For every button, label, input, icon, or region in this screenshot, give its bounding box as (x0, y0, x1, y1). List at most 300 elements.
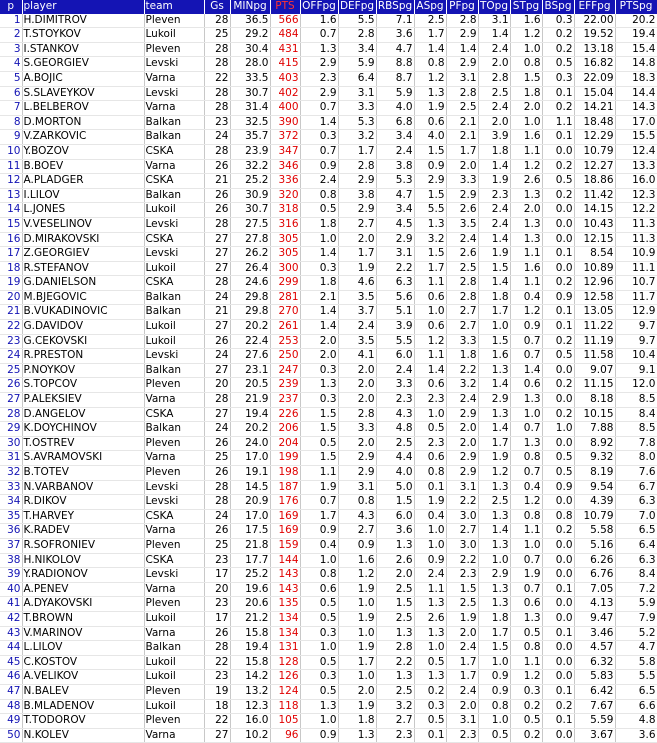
efficiency-cell: 7.05 (574, 582, 615, 597)
column-header-offensive-rebounds[interactable]: OFFpg (300, 0, 338, 14)
player-cell[interactable]: C.KOSTOV (22, 655, 144, 670)
games-cell: 20 (204, 582, 230, 597)
table-row (0, 699, 657, 714)
blocks-cell: 0.1 (542, 320, 574, 335)
ppg-cell: 15.4 (615, 42, 657, 57)
player-cell[interactable]: Y.RADIONOV (22, 568, 144, 583)
rank-cell: 26 (0, 378, 22, 393)
games-cell: 28 (204, 144, 230, 159)
player-cell[interactable]: S.TOPCOV (22, 378, 144, 393)
rank-cell: 31 (0, 451, 22, 466)
player-cell[interactable]: Z.GEORGIEV (22, 247, 144, 262)
team-cell: CSKA (144, 174, 204, 189)
efficiency-cell: 3.46 (574, 626, 615, 641)
off-reb-cell: 2.0 (300, 334, 338, 349)
steals-cell: 1.1 (510, 276, 542, 291)
turnovers-cell: 1.2 (478, 466, 510, 481)
blocks-cell: 0.0 (542, 568, 574, 583)
games-cell: 17 (204, 568, 230, 583)
reb-cell: 2.3 (376, 393, 414, 408)
turnovers-cell: 1.4 (478, 232, 510, 247)
def-reb-cell: 1.7 (338, 144, 376, 159)
assists-cell: 1.0 (414, 524, 446, 539)
team-cell: Pleven (144, 714, 204, 729)
fouls-cell: 2.0 (446, 626, 478, 641)
fouls-cell: 3.5 (446, 217, 478, 232)
minutes-cell: 29.8 (230, 290, 270, 305)
games-cell: 26 (204, 626, 230, 641)
ppg-cell: 14.4 (615, 86, 657, 101)
minutes-cell: 32.5 (230, 115, 270, 130)
steals-cell: 1.2 (510, 159, 542, 174)
points-cell: 247 (270, 363, 300, 378)
player-cell[interactable]: N.KOLEV (22, 728, 144, 743)
def-reb-cell: 2.0 (338, 363, 376, 378)
team-cell: Lukoil (144, 655, 204, 670)
ppg-cell: 6.3 (615, 495, 657, 510)
turnovers-cell: 1.3 (478, 363, 510, 378)
blocks-cell: 0.9 (542, 480, 574, 495)
blocks-cell: 0.0 (542, 232, 574, 247)
team-cell: Pleven (144, 684, 204, 699)
turnovers-cell: 1.3 (478, 509, 510, 524)
reb-cell: 7.1 (376, 14, 414, 28)
points-cell: 206 (270, 422, 300, 437)
turnovers-cell: 2.9 (478, 393, 510, 408)
blocks-cell: 0.2 (542, 188, 574, 203)
rank-cell: 5 (0, 71, 22, 86)
def-reb-cell: 2.7 (338, 217, 376, 232)
team-cell: Balkan (144, 305, 204, 320)
minutes-cell: 28.0 (230, 57, 270, 72)
team-cell: Levski (144, 217, 204, 232)
player-cell[interactable]: T.OSTREV (22, 436, 144, 451)
efficiency-cell: 22.00 (574, 14, 615, 28)
ppg-cell: 7.2 (615, 582, 657, 597)
player-cell[interactable]: D.MORTON (22, 115, 144, 130)
turnovers-cell: 1.9 (478, 174, 510, 189)
table-row (0, 655, 657, 670)
games-cell: 26 (204, 188, 230, 203)
player-cell[interactable]: Y.BOZOV (22, 144, 144, 159)
player-cell[interactable]: V.VESELINOV (22, 217, 144, 232)
team-cell: CSKA (144, 509, 204, 524)
player-cell[interactable]: L.BELBEROV (22, 101, 144, 116)
column-header-turnovers[interactable]: TOpg (479, 0, 508, 12)
off-reb-cell: 1.5 (300, 422, 338, 437)
off-reb-cell: 0.3 (300, 261, 338, 276)
assists-cell: 1.4 (414, 42, 446, 57)
steals-cell: 0.7 (510, 553, 542, 568)
efficiency-cell: 5.16 (574, 538, 615, 553)
steals-cell: 1.2 (510, 670, 542, 685)
column-header-games[interactable]: Gs (204, 0, 230, 14)
minutes-cell: 22.4 (230, 334, 270, 349)
fouls-cell: 2.3 (446, 568, 478, 583)
assists-cell: 1.3 (414, 597, 446, 612)
steals-cell: 0.8 (510, 57, 542, 72)
def-reb-cell: 2.9 (338, 174, 376, 189)
points-cell: 124 (270, 684, 300, 699)
reb-cell: 3.3 (376, 378, 414, 393)
off-reb-cell: 0.8 (300, 188, 338, 203)
def-reb-cell: 0.9 (338, 538, 376, 553)
player-cell[interactable]: M.BJEGOVIC (22, 290, 144, 305)
reb-cell: 4.0 (376, 101, 414, 116)
player-cell[interactable]: G.DAVIDOV (22, 320, 144, 335)
minutes-cell: 15.8 (230, 655, 270, 670)
rank-cell: 7 (0, 101, 22, 116)
table-row (0, 159, 657, 174)
player-cell[interactable]: B.BOEV (22, 159, 144, 174)
efficiency-cell: 22.09 (574, 71, 615, 86)
reb-cell: 2.0 (376, 568, 414, 583)
assists-cell: 1.7 (414, 261, 446, 276)
games-cell: 27 (204, 261, 230, 276)
efficiency-cell: 15.04 (574, 86, 615, 101)
player-cell[interactable]: G.DANIELSON (22, 276, 144, 291)
table-row (0, 714, 657, 729)
efficiency-cell: 5.58 (574, 524, 615, 539)
column-header-steals[interactable]: STpg (510, 0, 542, 14)
minutes-cell: 14.2 (230, 670, 270, 685)
player-cell[interactable]: L.LILOV (22, 641, 144, 656)
player-cell[interactable]: A.PENEV (22, 582, 144, 597)
player-cell[interactable]: T.TODOROV (22, 714, 144, 729)
fouls-cell: 2.9 (446, 28, 478, 43)
games-cell: 27 (204, 407, 230, 422)
table-row (0, 217, 657, 232)
player-cell[interactable]: D.ANGELOV (22, 407, 144, 422)
player-cell[interactable]: H.DIMITROV (22, 14, 144, 28)
player-cell[interactable]: B.VUKADINOVIC (22, 305, 144, 320)
player-cell[interactable]: V.MARINOV (22, 626, 144, 641)
points-cell: 131 (270, 641, 300, 656)
player-cell[interactable]: T.HARVEY (22, 509, 144, 524)
steals-cell: 1.3 (510, 188, 542, 203)
games-cell: 23 (204, 553, 230, 568)
games-cell: 25 (204, 538, 230, 553)
turnovers-cell: 1.8 (478, 290, 510, 305)
reb-cell: 5.3 (376, 174, 414, 189)
player-cell[interactable]: T.STOYKOV (22, 28, 144, 43)
reb-cell: 1.5 (376, 597, 414, 612)
rank-cell: 45 (0, 655, 22, 670)
def-reb-cell: 3.5 (338, 290, 376, 305)
player-cell[interactable]: L.JONES (22, 203, 144, 218)
assists-cell: 0.6 (414, 290, 446, 305)
player-cell[interactable]: R.SOFRONIEV (22, 538, 144, 553)
column-header-player[interactable]: player (22, 0, 144, 14)
games-cell: 18 (204, 699, 230, 714)
reb-cell: 2.5 (376, 436, 414, 451)
off-reb-cell: 0.7 (300, 101, 338, 116)
turnovers-cell: 1.0 (478, 553, 510, 568)
fouls-cell: 3.1 (446, 714, 478, 729)
player-cell[interactable]: A.BOJIC (22, 71, 144, 86)
steals-cell: 0.4 (510, 480, 542, 495)
off-reb-cell: 0.9 (300, 524, 338, 539)
efficiency-cell: 14.21 (574, 101, 615, 116)
rank-cell: 39 (0, 568, 22, 583)
def-reb-cell: 3.3 (338, 422, 376, 437)
points-cell: 198 (270, 466, 300, 481)
points-cell: 346 (270, 159, 300, 174)
def-reb-cell: 4.1 (338, 349, 376, 364)
off-reb-cell: 1.5 (300, 407, 338, 422)
rank-cell: 17 (0, 247, 22, 262)
column-header-rank[interactable]: p (0, 0, 22, 14)
assists-cell: 1.0 (414, 407, 446, 422)
points-cell: 118 (270, 699, 300, 714)
turnovers-cell: 2.0 (478, 57, 510, 72)
team-cell: Lukoil (144, 670, 204, 685)
games-cell: 28 (204, 480, 230, 495)
efficiency-cell: 8.54 (574, 247, 615, 262)
player-cell[interactable]: R.STEFANOV (22, 261, 144, 276)
def-reb-cell: 1.8 (338, 714, 376, 729)
blocks-cell: 0.1 (542, 86, 574, 101)
player-cell[interactable]: I.LILOV (22, 188, 144, 203)
points-cell: 204 (270, 436, 300, 451)
turnovers-cell: 2.4 (478, 101, 510, 116)
efficiency-cell: 8.92 (574, 436, 615, 451)
minutes-cell: 12.3 (230, 699, 270, 714)
efficiency-cell: 11.19 (574, 334, 615, 349)
table-row (0, 305, 657, 320)
efficiency-cell: 16.82 (574, 57, 615, 72)
fouls-cell: 2.7 (446, 320, 478, 335)
player-cell[interactable]: G.CEKOVSKI (22, 334, 144, 349)
player-cell[interactable]: K.DOYCHINOV (22, 422, 144, 437)
ppg-cell: 6.3 (615, 553, 657, 568)
ppg-cell: 6.4 (615, 538, 657, 553)
steals-cell: 1.4 (510, 363, 542, 378)
player-cell[interactable]: A.VELIKOV (22, 670, 144, 685)
column-header-team[interactable]: team (144, 0, 204, 14)
player-cell[interactable]: N.VARBANOV (22, 480, 144, 495)
player-cell[interactable]: B.TOTEV (22, 466, 144, 481)
steals-cell: 0.7 (510, 334, 542, 349)
assists-cell: 0.9 (414, 553, 446, 568)
rank-cell: 8 (0, 115, 22, 130)
blocks-cell: 0.0 (542, 597, 574, 612)
points-cell: 566 (270, 14, 300, 28)
table-row (0, 524, 657, 539)
def-reb-cell: 1.0 (338, 597, 376, 612)
table-row (0, 86, 657, 101)
player-cell[interactable]: R.DIKOV (22, 495, 144, 510)
player-cell[interactable]: T.BROWN (22, 611, 144, 626)
off-reb-cell: 1.4 (300, 320, 338, 335)
fouls-cell: 2.5 (446, 597, 478, 612)
games-cell: 24 (204, 422, 230, 437)
column-header-blocks[interactable]: BSpg (542, 0, 574, 14)
points-cell: 261 (270, 320, 300, 335)
ppg-cell: 10.9 (615, 247, 657, 262)
rank-cell: 6 (0, 86, 22, 101)
reb-cell: 2.5 (376, 611, 414, 626)
ppg-cell: 5.5 (615, 670, 657, 685)
assists-cell: 1.9 (414, 101, 446, 116)
team-cell: Varna (144, 71, 204, 86)
column-header-fouls[interactable]: PFpg (446, 0, 478, 14)
def-reb-cell: 1.9 (338, 582, 376, 597)
table-row (0, 57, 657, 72)
player-cell[interactable]: N.BALEV (22, 684, 144, 699)
player-cell[interactable]: A.DYAKOVSKI (22, 597, 144, 612)
fouls-cell: 2.4 (446, 684, 478, 699)
steals-cell: 0.6 (510, 597, 542, 612)
blocks-cell: 0.2 (542, 101, 574, 116)
blocks-cell: 0.0 (542, 641, 574, 656)
column-header-points[interactable]: PTS (270, 0, 300, 14)
games-cell: 22 (204, 714, 230, 729)
column-header-defensive-rebounds[interactable]: DEFpg (339, 0, 375, 12)
turnovers-cell: 1.5 (478, 641, 510, 656)
def-reb-cell: 2.9 (338, 466, 376, 481)
turnovers-cell: 0.9 (478, 670, 510, 685)
games-cell: 27 (204, 363, 230, 378)
player-cell[interactable]: S.SLAVEYKOV (22, 86, 144, 101)
efficiency-cell: 7.88 (574, 422, 615, 437)
team-cell: Lukoil (144, 28, 204, 43)
team-cell: Levski (144, 495, 204, 510)
rank-cell: 40 (0, 582, 22, 597)
steals-cell: 1.3 (510, 611, 542, 626)
table-row (0, 363, 657, 378)
table-row (0, 130, 657, 145)
off-reb-cell: 0.5 (300, 203, 338, 218)
reb-cell: 2.4 (376, 144, 414, 159)
off-reb-cell: 2.9 (300, 57, 338, 72)
team-cell: Pleven (144, 597, 204, 612)
efficiency-cell: 12.15 (574, 232, 615, 247)
player-cell[interactable]: V.ZARKOVIC (22, 130, 144, 145)
reb-cell: 4.7 (376, 42, 414, 57)
minutes-cell: 16.0 (230, 714, 270, 729)
def-reb-cell: 2.8 (338, 159, 376, 174)
efficiency-cell: 10.15 (574, 407, 615, 422)
team-cell: Varna (144, 524, 204, 539)
ppg-cell: 13.3 (615, 159, 657, 174)
ppg-cell: 14.8 (615, 57, 657, 72)
efficiency-cell: 14.15 (574, 203, 615, 218)
reb-cell: 3.8 (376, 159, 414, 174)
table-row (0, 728, 657, 743)
off-reb-cell: 1.0 (300, 232, 338, 247)
games-cell: 25 (204, 451, 230, 466)
column-header-assists[interactable]: ASpg (414, 0, 446, 14)
assists-cell: 0.6 (414, 320, 446, 335)
reb-cell: 4.0 (376, 466, 414, 481)
points-cell: 96 (270, 728, 300, 743)
def-reb-cell: 2.0 (338, 436, 376, 451)
points-cell: 390 (270, 115, 300, 130)
team-cell: Levski (144, 86, 204, 101)
def-reb-cell: 1.7 (338, 247, 376, 262)
def-reb-cell: 2.8 (338, 28, 376, 43)
efficiency-cell: 12.58 (574, 290, 615, 305)
off-reb-cell: 0.4 (300, 538, 338, 553)
rank-cell: 29 (0, 422, 22, 437)
fouls-cell: 1.7 (446, 670, 478, 685)
column-header-minutes[interactable]: MINpg (230, 0, 270, 14)
off-reb-cell: 1.7 (300, 509, 338, 524)
games-cell: 28 (204, 393, 230, 408)
games-cell: 23 (204, 670, 230, 685)
off-reb-cell: 1.3 (300, 699, 338, 714)
def-reb-cell: 1.3 (338, 728, 376, 743)
games-cell: 26 (204, 334, 230, 349)
player-cell[interactable]: D.MIRAKOVSKI (22, 232, 144, 247)
steals-cell: 0.7 (510, 466, 542, 481)
turnovers-cell: 1.4 (478, 28, 510, 43)
player-cell[interactable]: K.RADEV (22, 524, 144, 539)
turnovers-cell: 1.7 (478, 436, 510, 451)
steals-cell: 1.2 (510, 495, 542, 510)
player-cell[interactable]: I.STANKOV (22, 42, 144, 57)
player-cell[interactable]: H.NIKOLOV (22, 553, 144, 568)
points-cell: 431 (270, 42, 300, 57)
turnovers-cell: 2.9 (478, 568, 510, 583)
steals-cell: 1.1 (510, 655, 542, 670)
team-cell: Pleven (144, 378, 204, 393)
games-cell: 21 (204, 174, 230, 189)
reb-cell: 5.1 (376, 305, 414, 320)
minutes-cell: 19.1 (230, 466, 270, 481)
minutes-cell: 31.4 (230, 101, 270, 116)
player-cell[interactable]: P.NOYKOV (22, 363, 144, 378)
games-cell: 20 (204, 378, 230, 393)
reb-cell: 2.7 (376, 714, 414, 729)
efficiency-cell: 4.39 (574, 495, 615, 510)
off-reb-cell: 0.6 (300, 582, 338, 597)
column-header-points-per-game[interactable]: PTSpg (615, 0, 657, 14)
player-cell[interactable]: S.GEORGIEV (22, 57, 144, 72)
fouls-cell: 3.3 (446, 334, 478, 349)
reb-cell: 2.9 (376, 232, 414, 247)
table-body (0, 14, 657, 743)
reb-cell: 8.7 (376, 71, 414, 86)
minutes-cell: 26.2 (230, 247, 270, 262)
player-cell[interactable]: B.MLADENOV (22, 699, 144, 714)
blocks-cell: 0.0 (542, 538, 574, 553)
ppg-cell: 5.2 (615, 626, 657, 641)
steals-cell: 0.8 (510, 509, 542, 524)
table-row (0, 320, 657, 335)
steals-cell: 1.0 (510, 538, 542, 553)
minutes-cell: 17.5 (230, 524, 270, 539)
assists-cell: 0.2 (414, 684, 446, 699)
player-cell[interactable]: S.AVRAMOVSKI (22, 451, 144, 466)
efficiency-cell: 18.86 (574, 174, 615, 189)
player-cell[interactable]: A.PLADGER (22, 174, 144, 189)
player-cell[interactable]: R.PRESTON (22, 349, 144, 364)
minutes-cell: 17.0 (230, 509, 270, 524)
ppg-cell: 12.4 (615, 144, 657, 159)
column-header-rebounds[interactable]: RBSpg (377, 0, 413, 12)
rank-cell: 12 (0, 174, 22, 189)
assists-cell: 1.3 (414, 626, 446, 641)
table-row (0, 276, 657, 291)
fouls-cell: 2.9 (446, 57, 478, 72)
steals-cell: 0.5 (510, 626, 542, 641)
blocks-cell: 0.0 (542, 203, 574, 218)
off-reb-cell: 0.9 (300, 728, 338, 743)
player-cell[interactable]: P.ALEKSIEV (22, 393, 144, 408)
column-header-efficiency[interactable]: EFFpg (574, 0, 615, 14)
